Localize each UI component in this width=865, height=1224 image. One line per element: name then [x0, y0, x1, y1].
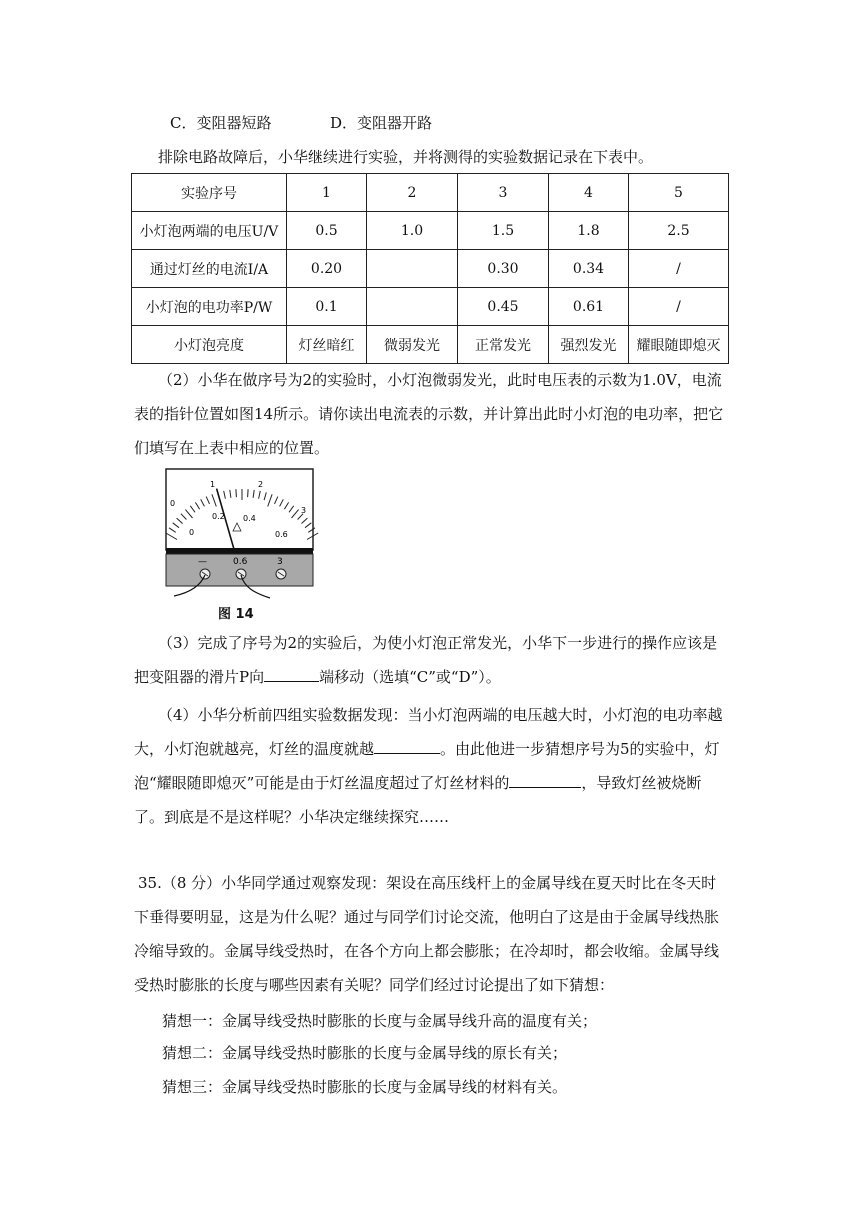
q3-line-2 — [134, 666, 501, 687]
lower-scale-label-2: 0.4 — [243, 514, 256, 523]
ammeter-figure — [160, 465, 320, 605]
intro-text: 排除电路故障后，小华继续进行实验，并将测得的实验数据记录在下表中。 — [158, 148, 654, 166]
q35-line-3: 冷缩导致的。金属导线受热时，在各个方向上都会膨胀；在冷却时，都会收缩。金属导线 — [134, 942, 720, 960]
ammeter-divider-bar — [166, 548, 313, 554]
table-row — [132, 250, 729, 288]
table-cell: 0.5 — [287, 212, 367, 250]
upper-scale-label-2: 2 — [258, 480, 264, 489]
table-cell: 微弱发光 — [367, 326, 458, 364]
table-cell: / — [629, 288, 729, 326]
q35-line-1: 35.（8 分）小华同学通过观察发现：架设在高压线杆上的金属导线在夏天时比在冬天时 — [138, 874, 717, 892]
lower-scale-label-3: 0.6 — [275, 530, 288, 539]
table-cell: 1.5 — [458, 212, 549, 250]
upper-scale-label-0: 0 — [170, 499, 176, 508]
terminal-label-3: 3 — [277, 557, 283, 567]
q3-text-a: 把变阻器的滑片P向 — [134, 668, 265, 686]
figure-caption: 图 14 — [218, 607, 254, 622]
table-header-row — [132, 174, 729, 212]
table-cell: 3 — [458, 174, 549, 212]
terminal-label-negative: — — [198, 557, 207, 567]
answer-cell-current — [367, 250, 458, 288]
option-c: C．变阻器短路 — [170, 114, 272, 132]
table-cell: 小灯泡两端的电压U/V — [132, 212, 287, 250]
q4-line-2 — [134, 738, 720, 759]
table-cell: 1 — [287, 174, 367, 212]
q3-line-1: （3）完成了序号为2的实验后，为使小灯泡正常发光，小华下一步进行的操作应该是 — [158, 634, 718, 652]
table-row — [132, 212, 729, 250]
q2-line-2: 表的指针位置如图14所示。请你读出电流表的示数，并计算出此时小灯泡的电功率，把它 — [134, 405, 724, 423]
table-cell: 4 — [549, 174, 629, 212]
q4-text-a: 大，小灯泡就越亮，灯丝的温度就越 — [134, 740, 375, 758]
q4-text-c: 泡“耀眼随即熄灭”可能是由于灯丝温度超过了灯丝材料的 — [134, 774, 510, 792]
table-cell: 2 — [367, 174, 458, 212]
terminal-label-0-6: 0.6 — [233, 557, 248, 567]
table-row — [132, 326, 729, 364]
lower-scale-label-0: 0 — [189, 528, 195, 537]
q4-line-3 — [134, 772, 701, 793]
scale-tick — [236, 489, 237, 497]
table-cell: 小灯泡亮度 — [132, 326, 287, 364]
q4-text-b: 。由此他进一步猜想序号为5的实验中，灯 — [440, 740, 720, 758]
answer-blank-material-property[interactable] — [509, 773, 581, 788]
q35-line-2: 下垂得要明显，这是为什么呢？通过与同学们讨论交流，他明白了这是由于金属导线热胀 — [134, 908, 720, 926]
scale-tick — [248, 489, 249, 497]
table-cell: 0.20 — [287, 250, 367, 288]
q35-line-4: 受热时膨胀的长度与哪些因素有关呢？同学们经过讨论提出了如下猜想： — [134, 976, 615, 994]
table-cell: 0.30 — [458, 250, 549, 288]
table-cell: 实验序号 — [132, 174, 287, 212]
guess-1: 猜想一：金属导线受热时膨胀的长度与金属导线升高的温度有关； — [162, 1012, 598, 1030]
table-row — [132, 288, 729, 326]
guess-2: 猜想二：金属导线受热时膨胀的长度与金属导线的原长有关； — [162, 1044, 568, 1062]
q2-line-1: （2）小华在做序号为2的实验时，小灯泡微弱发光，此时电压表的示数为1.0V，电流 — [158, 371, 722, 389]
table-cell: 强烈发光 — [549, 326, 629, 364]
table-cell: 0.45 — [458, 288, 549, 326]
table-cell: 耀眼随即熄灭 — [629, 326, 729, 364]
table-cell: 小灯泡的电功率P/W — [132, 288, 287, 326]
table-cell: 5 — [629, 174, 729, 212]
table-cell: 0.1 — [287, 288, 367, 326]
answer-blank-temperature[interactable] — [374, 739, 440, 754]
q2-line-3: 们填写在上表中相应的位置。 — [134, 439, 330, 457]
table-cell: 正常发光 — [458, 326, 549, 364]
answer-blank-direction[interactable] — [264, 667, 319, 682]
answer-cell-power — [367, 288, 458, 326]
upper-scale-label-1: 1 — [210, 480, 216, 489]
table-cell: 通过灯丝的电流I/A — [132, 250, 287, 288]
table-cell: 0.61 — [549, 288, 629, 326]
lower-scale-label-1: 0.2 — [212, 512, 225, 521]
table-cell: 1.0 — [367, 212, 458, 250]
table-cell: 2.5 — [629, 212, 729, 250]
option-d: D．变阻器开路 — [330, 114, 433, 132]
q4-text-d: ，导致灯丝被烧断 — [581, 774, 702, 792]
table-cell: / — [629, 250, 729, 288]
q4-line-4: 了。到底是不是这样呢？小华决定继续探究…… — [134, 808, 450, 826]
upper-scale-label-3: 3 — [301, 506, 307, 515]
experiment-table — [131, 173, 729, 364]
guess-3: 猜想三：金属导线受热时膨胀的长度与金属导线的材料有关。 — [162, 1078, 568, 1096]
q4-line-1: （4）小华分析前四组实验数据发现：当小灯泡两端的电压越大时，小灯泡的电功率越 — [158, 706, 723, 724]
table-cell: 灯丝暗红 — [287, 326, 367, 364]
table-cell: 0.34 — [549, 250, 629, 288]
q3-text-b: 端移动（选填“C”或“D”）。 — [319, 668, 501, 686]
table-cell: 1.8 — [549, 212, 629, 250]
